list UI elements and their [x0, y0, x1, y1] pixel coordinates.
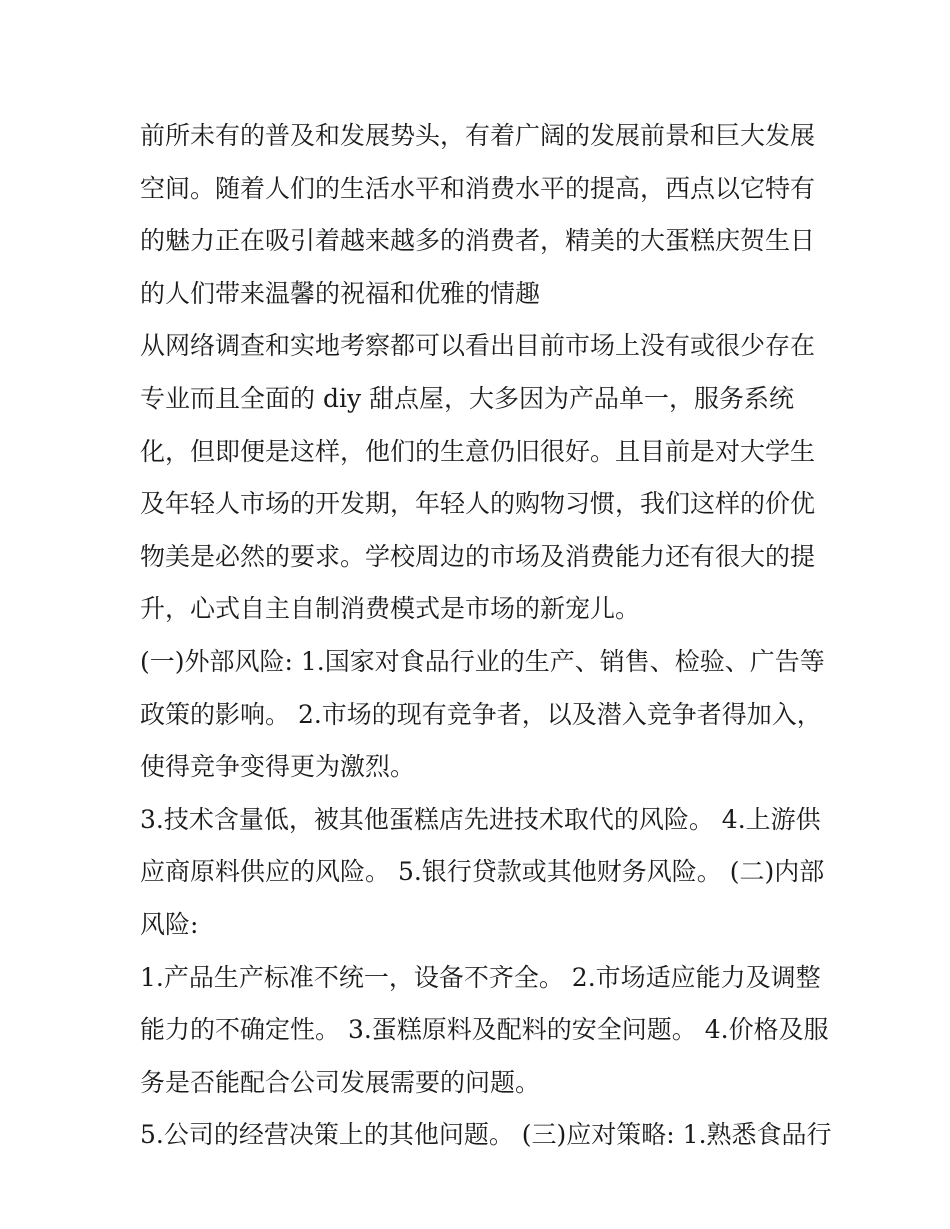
- text-line-13: 使得竞争变得更为激烈。: [140, 752, 416, 782]
- text-line-12: 政策的影响。 2.市场的现有竞争者，以及潜入竞争者得加入，: [140, 699, 822, 729]
- text-line-8: 及年轻人市场的开发期，年轻人的购物习惯，我们这样的价优: [140, 489, 816, 519]
- text-line-6: 专业而且全面的 diy 甜点屋，大多因为产品单一，服务系统: [140, 383, 795, 413]
- text-line-2: 空间。随着人们的生活水平和消费水平的提高，西点以它特有: [140, 173, 816, 203]
- text-line-7: 化，但即便是这样，他们的生意仍旧很好。且目前是对大学生: [140, 436, 816, 466]
- text-line-18: 能力的不确定性。 3.蛋糕原料及配料的安全问题。 4.价格及服: [140, 1015, 829, 1045]
- text-line-3: 的魅力正在吸引着越来越多的消费者，精美的大蛋糕庆贺生日: [140, 226, 816, 256]
- text-line-4: 的人们带来温馨的祝福和优雅的情趣: [140, 278, 541, 308]
- text-line-5: 从网络调查和实地考察都可以看出目前市场上没有或很少存在: [140, 331, 816, 361]
- text-line-1: 前所未有的普及和发展势头，有着广阔的发展前景和巨大发展: [140, 121, 816, 150]
- body-text: [140, 110, 832, 1162]
- text-line-19: 务是否能配合公司发展需要的问题。: [140, 1067, 541, 1097]
- text-line-9: 物美是必然的要求。学校周边的市场及消费能力还有很大的提: [140, 541, 816, 571]
- text-line-14: 3.技术含量低，被其他蛋糕店先进技术取代的风险。 4.上游供: [140, 804, 821, 834]
- text-line-15: 应商原料供应的风险。 5.银行贷款或其他财务风险。 (二)内部: [140, 857, 825, 887]
- text-line-20: 5.公司的经营决策上的其他问题。 (三)应对策略: 1.熟悉食品行: [140, 1120, 832, 1150]
- text-line-10: 升，心式自主自制消费模式是市场的新宠儿。: [140, 594, 641, 624]
- text-line-11: (一)外部风险: 1.国家对食品行业的生产、销售、检验、广告等: [140, 646, 825, 676]
- text-line-17: 1.产品生产标准不统一，设备不齐全。 2.市场适应能力及调整: [140, 962, 821, 992]
- text-line-16: 风险:: [140, 909, 199, 939]
